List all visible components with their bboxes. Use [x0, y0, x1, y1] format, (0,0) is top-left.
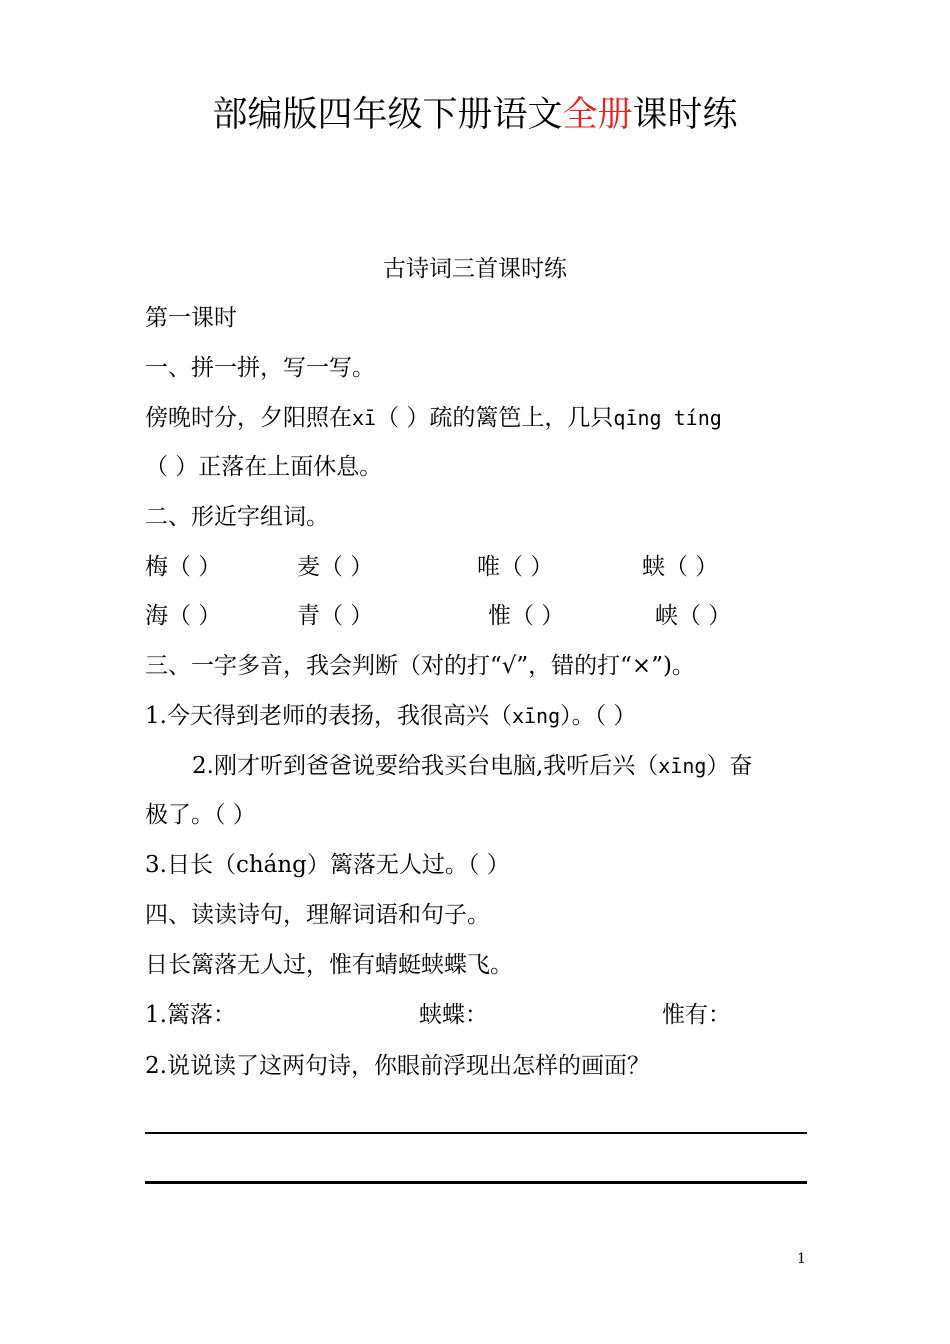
q3-item-2 — [192, 749, 752, 783]
q3-heading: 三、一字多音，我会判断（对的打“√”，错的打“×”)。 — [145, 653, 695, 679]
word-pair-item: 梅（ ） — [145, 554, 222, 580]
pinyin-text: xīng — [658, 754, 707, 778]
q3-item-3: 3.日长（cháng）篱落无人过。（ ） — [145, 852, 510, 878]
q3-item-2-text-end: ）奋 — [706, 753, 753, 779]
word-pair-item: 峡（ ） — [655, 603, 732, 629]
q1-sentence-line1 — [145, 401, 722, 435]
title-text: 部编版四年级下册语文 — [212, 95, 563, 135]
word-pair-item: 唯（ ） — [477, 554, 554, 580]
term-wei-you: 惟有： — [662, 1002, 731, 1028]
q3-item-1-answer: ）。（ ） — [560, 703, 637, 729]
section-subtitle: 古诗词三首课时练 — [383, 256, 567, 282]
q2-heading: 二、形近字组词。 — [145, 504, 329, 530]
answer-line — [145, 1181, 807, 1184]
pinyin-text: xīng — [511, 704, 561, 728]
q1-text-b: （ ）疏的篱笆上，几只 — [376, 405, 614, 431]
word-pair-item: 麦（ ） — [297, 554, 374, 580]
pinyin-text: qīng tíng — [613, 406, 722, 430]
q1-text-a: 傍晚时分，夕阳照在 — [145, 405, 352, 431]
q4-heading: 四、读读诗句，理解词语和句子。 — [145, 902, 490, 928]
poem-line: 日长篱落无人过，惟有蜻蜓蛱蝶飞。 — [145, 952, 513, 978]
page-number: 1 — [797, 1251, 806, 1267]
q3-item-1 — [145, 699, 636, 733]
term-li-luo: 1.篱落： — [145, 1002, 236, 1028]
document-title — [0, 90, 950, 140]
q3-item-1-text: 1.今天得到老师的表扬，我很高兴（ — [145, 703, 512, 729]
term-jia-die: 蛱蝶： — [419, 1002, 488, 1028]
pinyin-text: xī — [352, 406, 377, 430]
lesson-label: 第一课时 — [145, 305, 237, 331]
title-accent-text: 全册 — [562, 95, 633, 135]
word-pair-item: 青（ ） — [297, 603, 374, 629]
word-pair-item: 惟（ ） — [488, 603, 565, 629]
q3-item-2-cont: 极了。（ ） — [145, 802, 256, 828]
q3-item-2-text: 2.刚才听到爸爸说要给我买台电脑,我听后兴（ — [192, 753, 659, 779]
title-text-end: 课时练 — [632, 95, 738, 135]
word-pair-item: 蛱（ ） — [642, 554, 719, 580]
answer-line — [145, 1132, 807, 1134]
q1-heading: 一、拼一拼，写一写。 — [145, 355, 375, 381]
word-pair-item: 海（ ） — [145, 603, 222, 629]
q1-sentence-line2: （ ）正落在上面休息。 — [145, 454, 383, 480]
q4-question: 2.说说读了这两句诗，你眼前浮现出怎样的画面？ — [145, 1053, 650, 1079]
